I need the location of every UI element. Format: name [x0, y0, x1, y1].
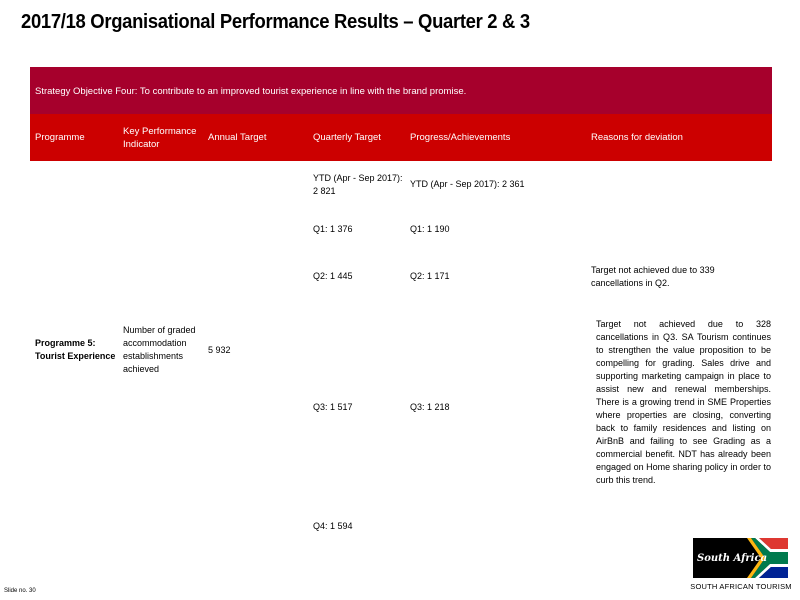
- strategy-objective-text: Strategy Objective Four: To contribute to an improved tourist experience in line with the brand promise.: [35, 86, 467, 97]
- slide-title: 2017/18 Organisational Performance Results – Quarter 2 & 3: [21, 10, 530, 33]
- quarterly-target-q2: Q2: 1 445: [313, 271, 353, 281]
- reason-q3: Target not achieved due to 328 cancellations in Q3. SA Tourism continues to strengthen the value proposition to be compelling for grading. Sales drive and supporting marketing campaign in place to assist new and renewal memberships. There is a growing trend in SME Properties where properties are closing, converting back to family residences and listing on AirBnB and failing to see Grading as a commercial benefit. NDT has already been engaged on Home sharing policy in order to curb this trend.: [596, 319, 771, 485]
- progress-ytd: YTD (Apr - Sep 2017): 2 361: [410, 179, 525, 189]
- header-progress: Progress/Achievements: [410, 132, 511, 143]
- logo-text: South Africa: [697, 553, 768, 564]
- slide-number: Slide no. 30: [4, 588, 36, 594]
- progress-q2: Q2: 1 171: [410, 271, 450, 281]
- quarterly-target-q4: Q4: 1 594: [313, 521, 353, 531]
- header-kpi: Key Performance Indicator: [123, 126, 197, 150]
- logo-caption: SOUTH AFRICAN TOURISM: [690, 582, 792, 591]
- table-header-row: [30, 114, 772, 161]
- progress-q3: Q3: 1 218: [410, 402, 450, 412]
- quarterly-target-q1: Q1: 1 376: [313, 224, 353, 234]
- reason-q2: Target not achieved due to 339 cancellations in Q2.: [591, 265, 715, 288]
- south-africa-logo: [693, 538, 788, 578]
- quarterly-target-ytd: YTD (Apr - Sep 2017): 2 821: [313, 173, 403, 196]
- progress-q1: Q1: 1 190: [410, 224, 450, 234]
- header-programme: Programme: [35, 132, 85, 143]
- header-reasons: Reasons for deviation: [591, 132, 683, 143]
- strategy-objective-row: [30, 67, 772, 114]
- quarterly-target-q3: Q3: 1 517: [313, 402, 353, 412]
- annual-target-cell: 5 932: [208, 345, 231, 355]
- header-annual-target: Annual Target: [208, 132, 267, 143]
- programme-cell: Programme 5: Tourist Experience: [35, 338, 116, 361]
- kpi-cell: Number of graded accommodation establishments achieved: [123, 325, 196, 374]
- header-quarterly-target: Quarterly Target: [313, 132, 381, 143]
